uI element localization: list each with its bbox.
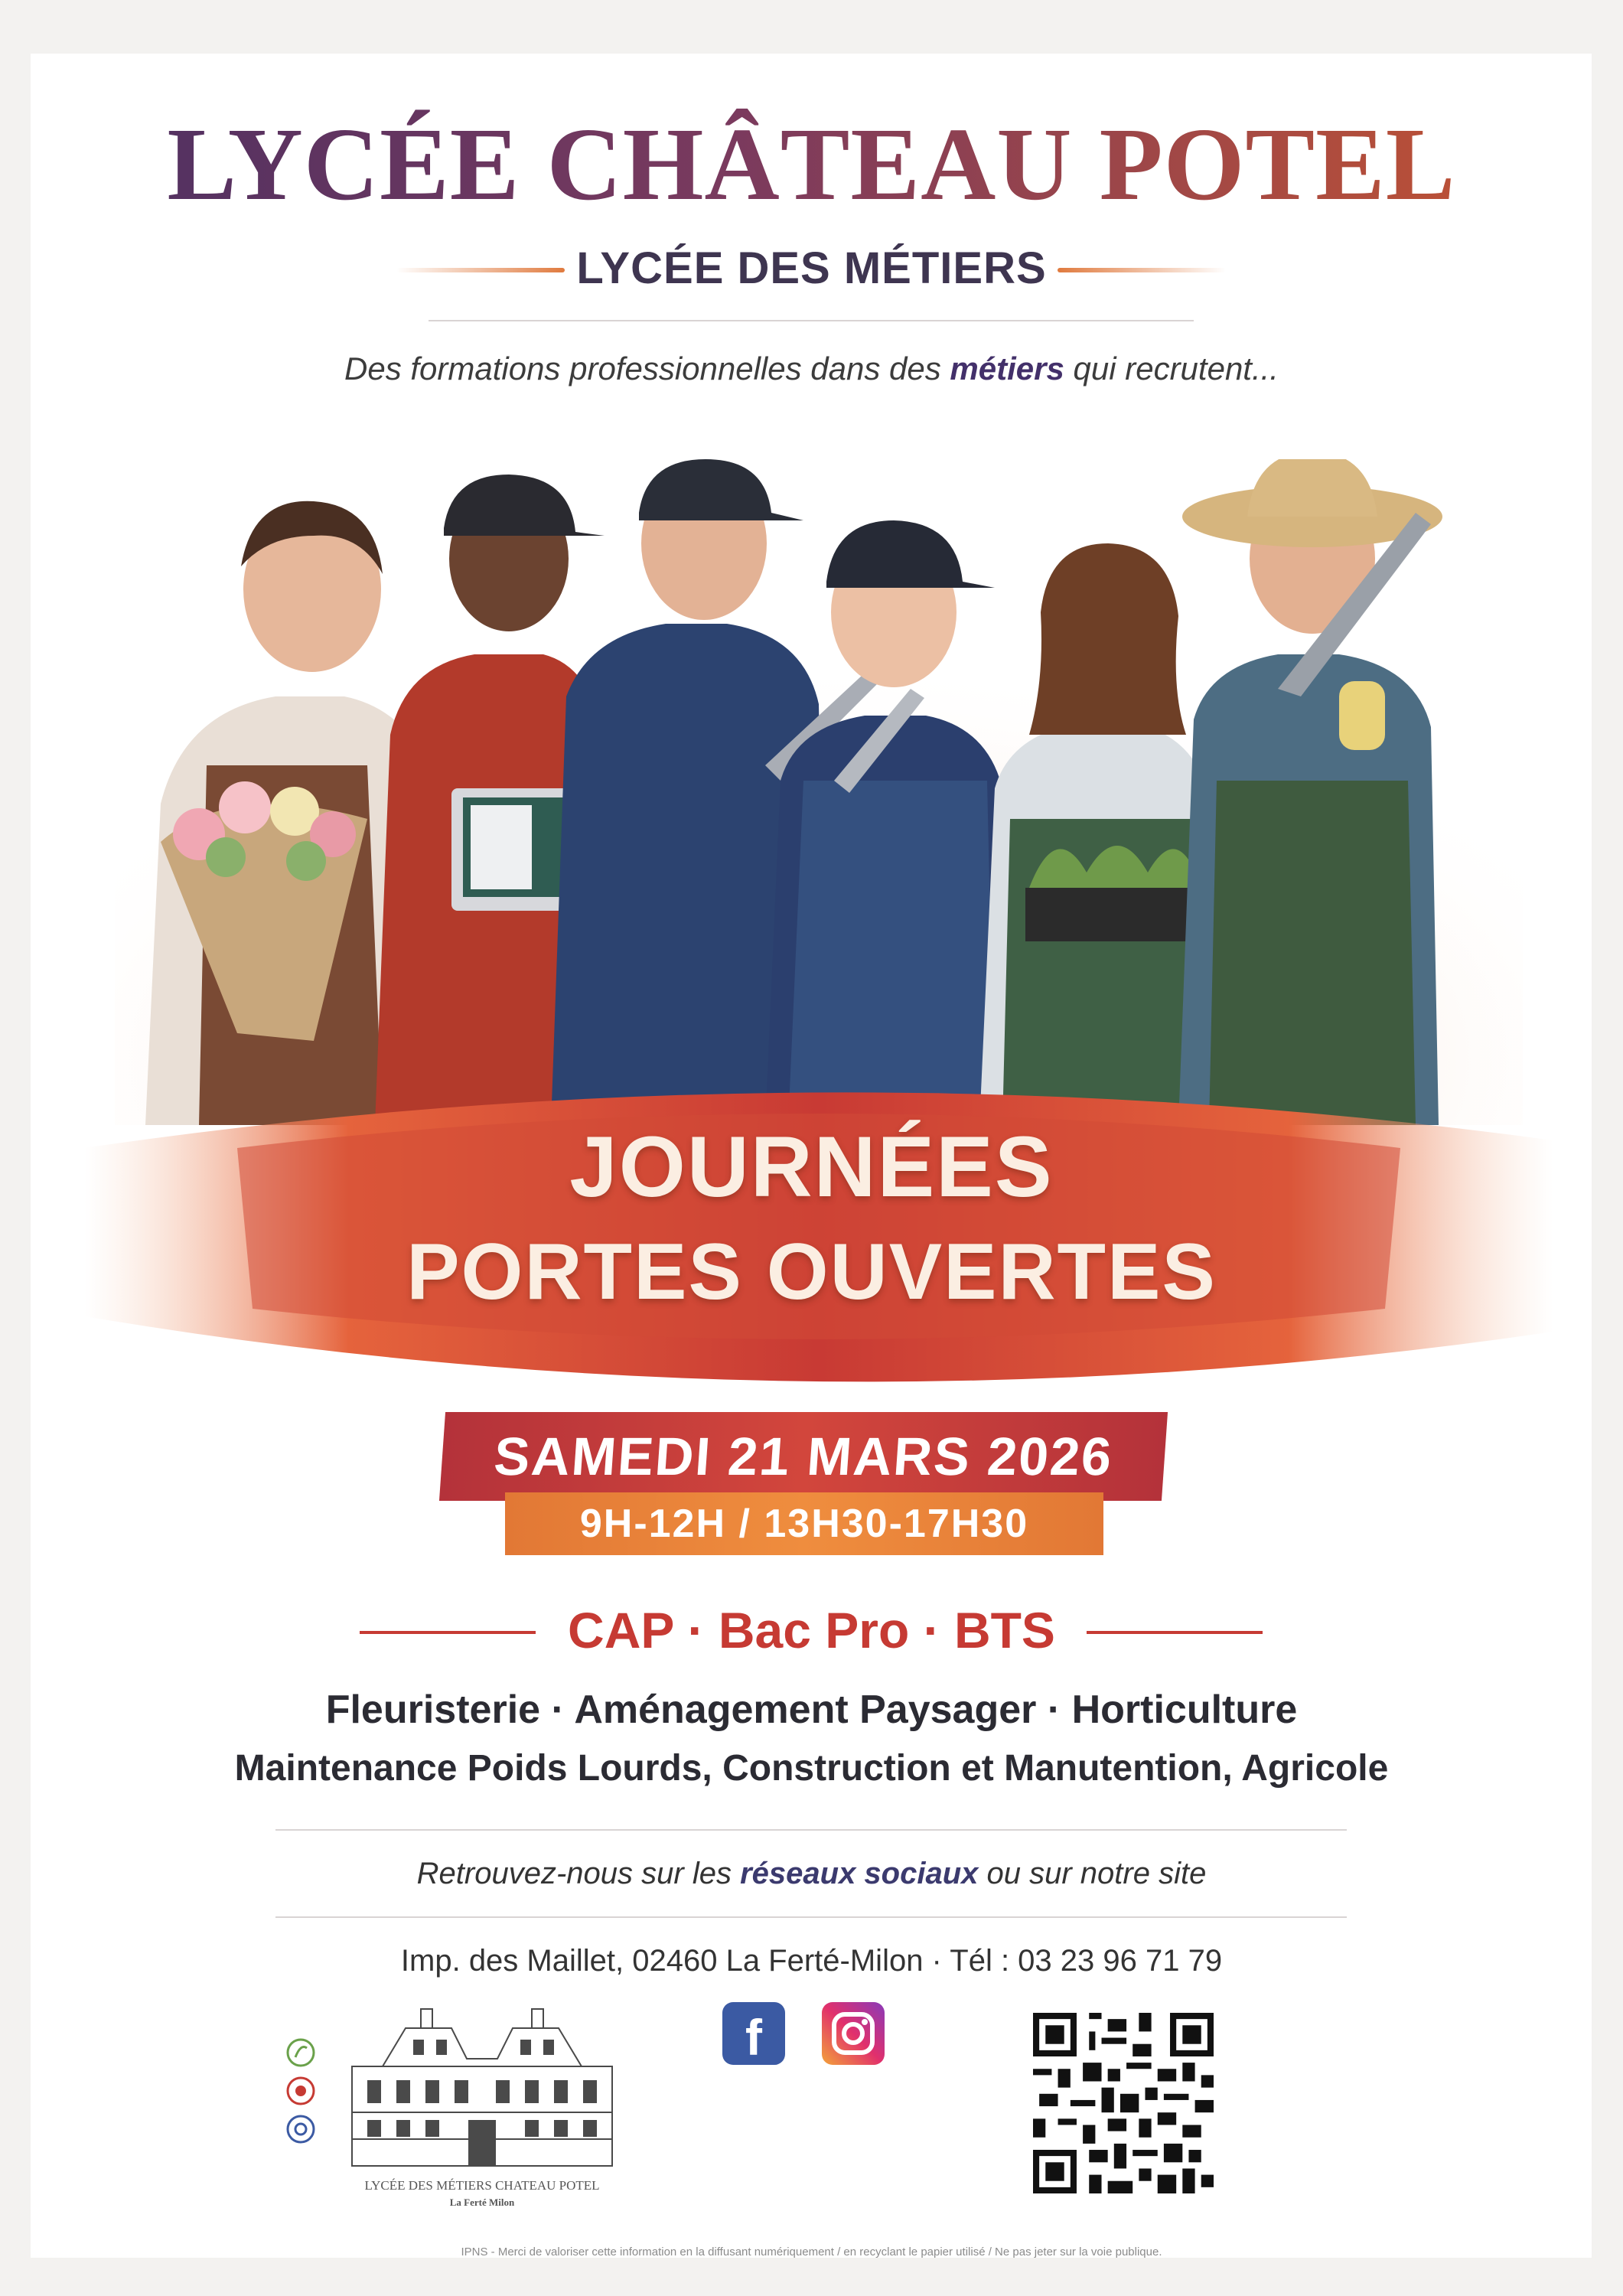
programs-divider [275,1829,1347,1831]
diploma-line-right [1087,1631,1263,1634]
diplomas: CAP · Bac Pro · BTS [568,1602,1055,1658]
training-fields-line1: Fleuristerie · Aménagement Paysager · Horticulture [325,1688,1298,1732]
school-subtitle: LYCÉE DES MÉTIERS [576,243,1047,293]
header-divider [429,320,1194,321]
instagram-icon[interactable] [822,2002,885,2065]
instagram-glyph [822,2002,885,2065]
event-hours: 9H-12H / 13H30-17H30 [505,1492,1103,1555]
logo-caption: LYCÉE DES MÉTIERS CHATEAU POTEL [364,2178,600,2193]
event-title-line2: PORTES OUVERTES [406,1228,1217,1316]
address: Imp. des Maillet, 02460 La Ferté-Milon · Tél : 03 23 96 71 79 [400,1944,1223,1978]
event-title-line1: JOURNÉES [569,1119,1054,1215]
ipns-footer: IPNS - Merci de valoriser cette information en la diffusant numériquement / en recyclant le papier utilisé / Ne pas jeter sur la voie publique. [461,2245,1162,2258]
qr-code[interactable] [1033,2013,1214,2193]
event-date: SAMEDI 21 MARS 2026 [439,1412,1168,1501]
subtitle-line-right [1058,268,1226,272]
social-divider [275,1916,1347,1918]
school-logo-badges [282,2036,320,2151]
facebook-icon[interactable]: f [722,2002,785,2065]
social-text: Retrouvez-nous sur les réseaux sociaux ou sur notre site [416,1857,1207,1890]
logo-city: La Ferté Milon [449,2197,515,2208]
school-title: LYCÉE CHÂTEAU POTEL [0,107,1623,222]
tagline: Des formations professionnelles dans des métiers qui recrutent... [344,351,1279,386]
castle-logo [337,1998,627,2174]
training-fields-line2: Maintenance Poids Lourds, Construction et Manutention, Agricole [234,1748,1389,1789]
students-photo [115,459,1523,1125]
